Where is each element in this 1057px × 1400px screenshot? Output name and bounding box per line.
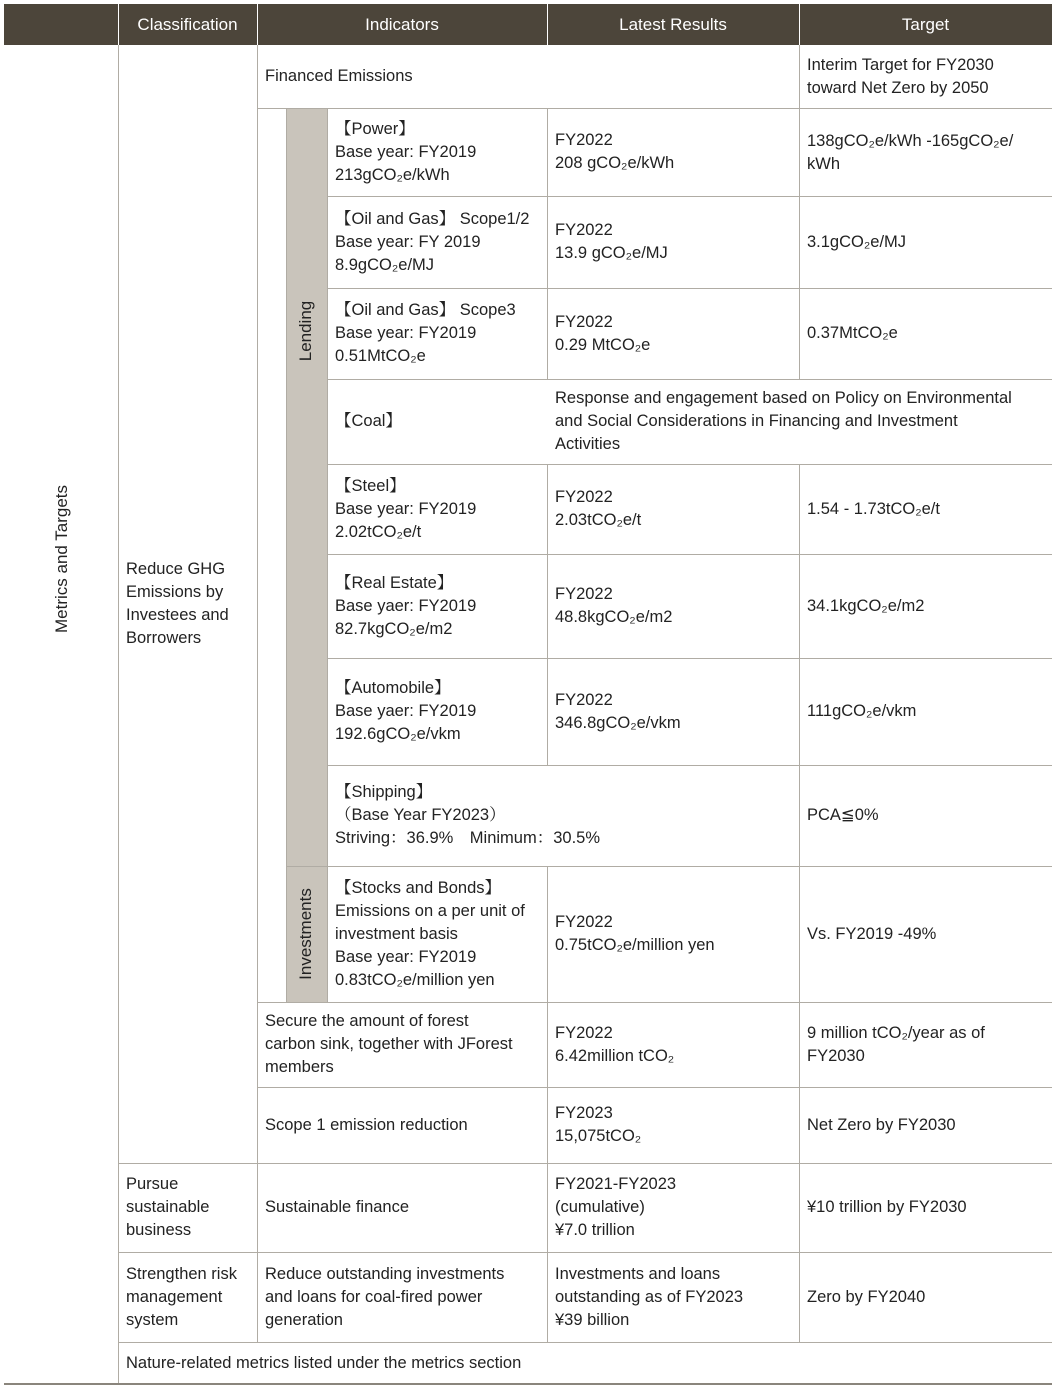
grid-line xyxy=(286,108,287,1002)
steel-indicator xyxy=(327,464,547,554)
shipping-target-text: PCA≦0% xyxy=(807,806,879,824)
sustainable-finance-indicator xyxy=(257,1163,547,1252)
power-indicator xyxy=(327,108,547,196)
financed-emissions-text: Financed Emissions xyxy=(265,67,413,85)
header-latest-results-label: Latest Results xyxy=(619,15,727,34)
oil-gas-3-result xyxy=(547,288,799,379)
shipping-target xyxy=(799,765,1052,866)
header-blank xyxy=(4,4,118,45)
grid-line xyxy=(327,765,1052,766)
section-strengthen-risk xyxy=(118,1252,257,1342)
scope1-target-text: Net Zero by FY2030 xyxy=(807,1115,956,1134)
stocks-bonds-result-text: FY2022 0.75tCO₂e/million yen xyxy=(555,913,715,954)
automobile-result-text: FY2022 346.8gCO₂e/vkm xyxy=(555,690,681,732)
table-bottom-border xyxy=(4,1383,1052,1385)
sustainable-finance-result-text: FY2021-FY2023 (cumulative) ¥7.0 trillion xyxy=(555,1175,677,1239)
oil-gas-3-target-text: 0.37MtCO₂e xyxy=(807,324,898,342)
grid-line xyxy=(257,1087,1052,1088)
grid-line xyxy=(257,45,258,1342)
section-pursue-business xyxy=(118,1163,257,1252)
scope1-result-text: FY2023 15,075tCO₂ xyxy=(555,1104,642,1145)
real-estate-indicator xyxy=(327,554,547,658)
automobile-indicator xyxy=(327,658,547,765)
grid-line xyxy=(327,379,1052,380)
header-target xyxy=(799,4,1052,45)
grid-line xyxy=(327,554,1052,555)
grid-line xyxy=(547,108,548,379)
scope1-target xyxy=(799,1087,1052,1163)
group-band xyxy=(286,108,327,1002)
sustainable-finance-result xyxy=(547,1163,799,1252)
sustainable-finance-target xyxy=(799,1163,1052,1252)
grid-line xyxy=(118,1252,1052,1253)
power-result xyxy=(547,108,799,196)
coal-power-result xyxy=(547,1252,799,1342)
real-estate-result xyxy=(547,554,799,658)
grid-line xyxy=(327,464,1052,465)
oil-gas-3-indicator-text: 【Oil and Gas】 Scope3 Base year: FY2019 0.51MtCO₂e xyxy=(335,301,516,365)
coal-indicator-text: 【Coal】 xyxy=(335,412,402,430)
grid-line xyxy=(547,464,548,765)
header-divider xyxy=(547,4,548,45)
header-classification-label: Classification xyxy=(137,15,238,34)
power-indicator-text: 【Power】 Base year: FY2019 213gCO₂e/kWh xyxy=(335,119,477,184)
shipping-indicator xyxy=(327,765,799,866)
header-divider xyxy=(257,4,258,45)
header-indicators-label: Indicators xyxy=(365,15,439,34)
automobile-target-text: 111gCO₂e/vkm xyxy=(807,702,917,720)
coal-power-target-text: Zero by FY2040 xyxy=(807,1287,926,1306)
financed-emissions-target-text: Interim Target for FY2030 toward Net Zero by 2050 xyxy=(807,55,994,97)
footer-note xyxy=(118,1342,1052,1384)
grid-line xyxy=(327,658,1052,659)
forest-target xyxy=(799,1002,1052,1087)
oil-gas-12-target xyxy=(799,196,1052,288)
footer-note-text: Nature-related metrics listed under the metrics section xyxy=(126,1353,522,1372)
grid-line xyxy=(547,866,548,1342)
coal-power-target xyxy=(799,1252,1052,1342)
steel-target-text: 1.54 - 1.73tCO₂e/t xyxy=(807,499,940,518)
real-estate-target-text: 34.1kgCO₂e/m2 xyxy=(807,596,925,615)
automobile-target xyxy=(799,658,1052,765)
real-estate-indicator-text: 【Real Estate】 Base yaer: FY2019 82.7kgCO₂e/m2 xyxy=(335,573,477,638)
grid-line xyxy=(327,196,1052,197)
forest-indicator-text: Secure the amount of forest carbon sink, together with JForest members xyxy=(265,1012,513,1076)
forest-indicator xyxy=(257,1002,547,1087)
group-label-lending: Lending xyxy=(296,300,315,362)
steel-result-text: FY2022 2.03tCO₂e/t xyxy=(555,488,642,529)
automobile-result xyxy=(547,658,799,765)
stocks-bonds-target xyxy=(799,866,1052,1002)
section-reduce-ghg xyxy=(118,45,257,1163)
scope1-indicator-text: Scope 1 emission reduction xyxy=(265,1115,468,1134)
oil-gas-3-indicator xyxy=(327,288,547,379)
shipping-indicator-text: 【Shipping】 （Base Year FY2023） Striving：36.9% Minimum：30.5% xyxy=(335,783,601,847)
oil-gas-3-target xyxy=(799,288,1052,379)
header-target-label: Target xyxy=(901,15,950,34)
oil-gas-12-result-text: FY2022 13.9 gCO₂e/MJ xyxy=(555,221,668,262)
sustainable-finance-indicator-text: Sustainable finance xyxy=(265,1198,410,1216)
scope1-indicator xyxy=(257,1087,547,1163)
steel-target xyxy=(799,464,1052,554)
steel-indicator-text: 【Steel】 Base year: FY2019 2.02tCO₂e/t xyxy=(335,476,477,541)
section-reduce-ghg-label: Reduce GHG Emissions by Investees and Borrowers xyxy=(126,560,229,647)
header-divider xyxy=(799,4,800,45)
sustainable-finance-target-text: ¥10 trillion by FY2030 xyxy=(807,1198,967,1216)
oil-gas-3-result-text: FY2022 0.29 MtCO₂e xyxy=(555,312,651,354)
header-latest-results xyxy=(547,4,799,45)
financed-emissions-target xyxy=(799,45,1052,108)
power-target-text: 138gCO₂e/kWh -165gCO₂e/ kWh xyxy=(807,132,1014,173)
real-estate-result-text: FY2022 48.8kgCO₂e/m2 xyxy=(555,585,673,626)
header-classification xyxy=(118,4,257,45)
grid-line xyxy=(799,464,800,1342)
coal-power-indicator-text: Reduce outstanding investments and loans for coal-fired power generation xyxy=(265,1264,505,1329)
header-divider xyxy=(118,4,119,45)
stocks-bonds-indicator xyxy=(327,866,547,1002)
coal-response xyxy=(547,379,1052,464)
forest-result xyxy=(547,1002,799,1087)
grid-line xyxy=(257,108,1052,109)
header-indicators xyxy=(257,4,547,45)
grid-line xyxy=(286,866,1052,867)
coal-power-result-text: Investments and loans outstanding as of FY2023 ¥39 billion xyxy=(555,1264,744,1329)
forest-result-text: FY2022 6.42million tCO₂ xyxy=(555,1023,675,1065)
oil-gas-12-indicator xyxy=(327,196,547,288)
group-label-investments: Investments xyxy=(296,888,315,980)
forest-target-text: 9 million tCO₂/year as of FY2030 xyxy=(807,1023,985,1065)
category-label: Metrics and Targets xyxy=(52,484,71,634)
grid-line xyxy=(118,1163,1052,1164)
oil-gas-12-indicator-text: 【Oil and Gas】 Scope1/2 Base year: FY 2019 8.9gCO₂e/MJ xyxy=(335,209,530,274)
grid-line xyxy=(327,288,1052,289)
automobile-indicator-text: 【Automobile】 Base yaer: FY2019 192.6gCO₂e/vkm xyxy=(335,679,477,743)
real-estate-target xyxy=(799,554,1052,658)
grid-line xyxy=(118,45,119,1384)
coal-response-text: Response and engagement based on Policy on Environmental and Social Considerations in Financing and Investment Activities xyxy=(555,389,1012,453)
oil-gas-12-target-text: 3.1gCO₂e/MJ xyxy=(807,232,907,251)
grid-line xyxy=(799,45,800,379)
coal-power-indicator xyxy=(257,1252,547,1342)
grid-line xyxy=(118,1342,1052,1343)
steel-result xyxy=(547,464,799,554)
stocks-bonds-target-text: Vs. FY2019 -49% xyxy=(807,924,937,943)
grid-line xyxy=(257,1002,1052,1003)
oil-gas-12-result xyxy=(547,196,799,288)
power-result-text: FY2022 208 gCO₂e/kWh xyxy=(555,131,675,172)
stocks-bonds-indicator-text: 【Stocks and Bonds】 Emissions on a per unit of investment basis Base year: FY2019 0.83tCO₂e/million yen xyxy=(335,878,525,989)
coal-indicator xyxy=(327,379,547,464)
financed-emissions-label xyxy=(257,45,799,108)
section-pursue-business-label: Pursue sustainable business xyxy=(126,1175,210,1239)
stocks-bonds-result xyxy=(547,866,799,1002)
grid-line xyxy=(327,108,328,1002)
section-strengthen-risk-label: Strengthen risk management system xyxy=(126,1264,237,1329)
power-target xyxy=(799,108,1052,196)
scope1-result xyxy=(547,1087,799,1163)
